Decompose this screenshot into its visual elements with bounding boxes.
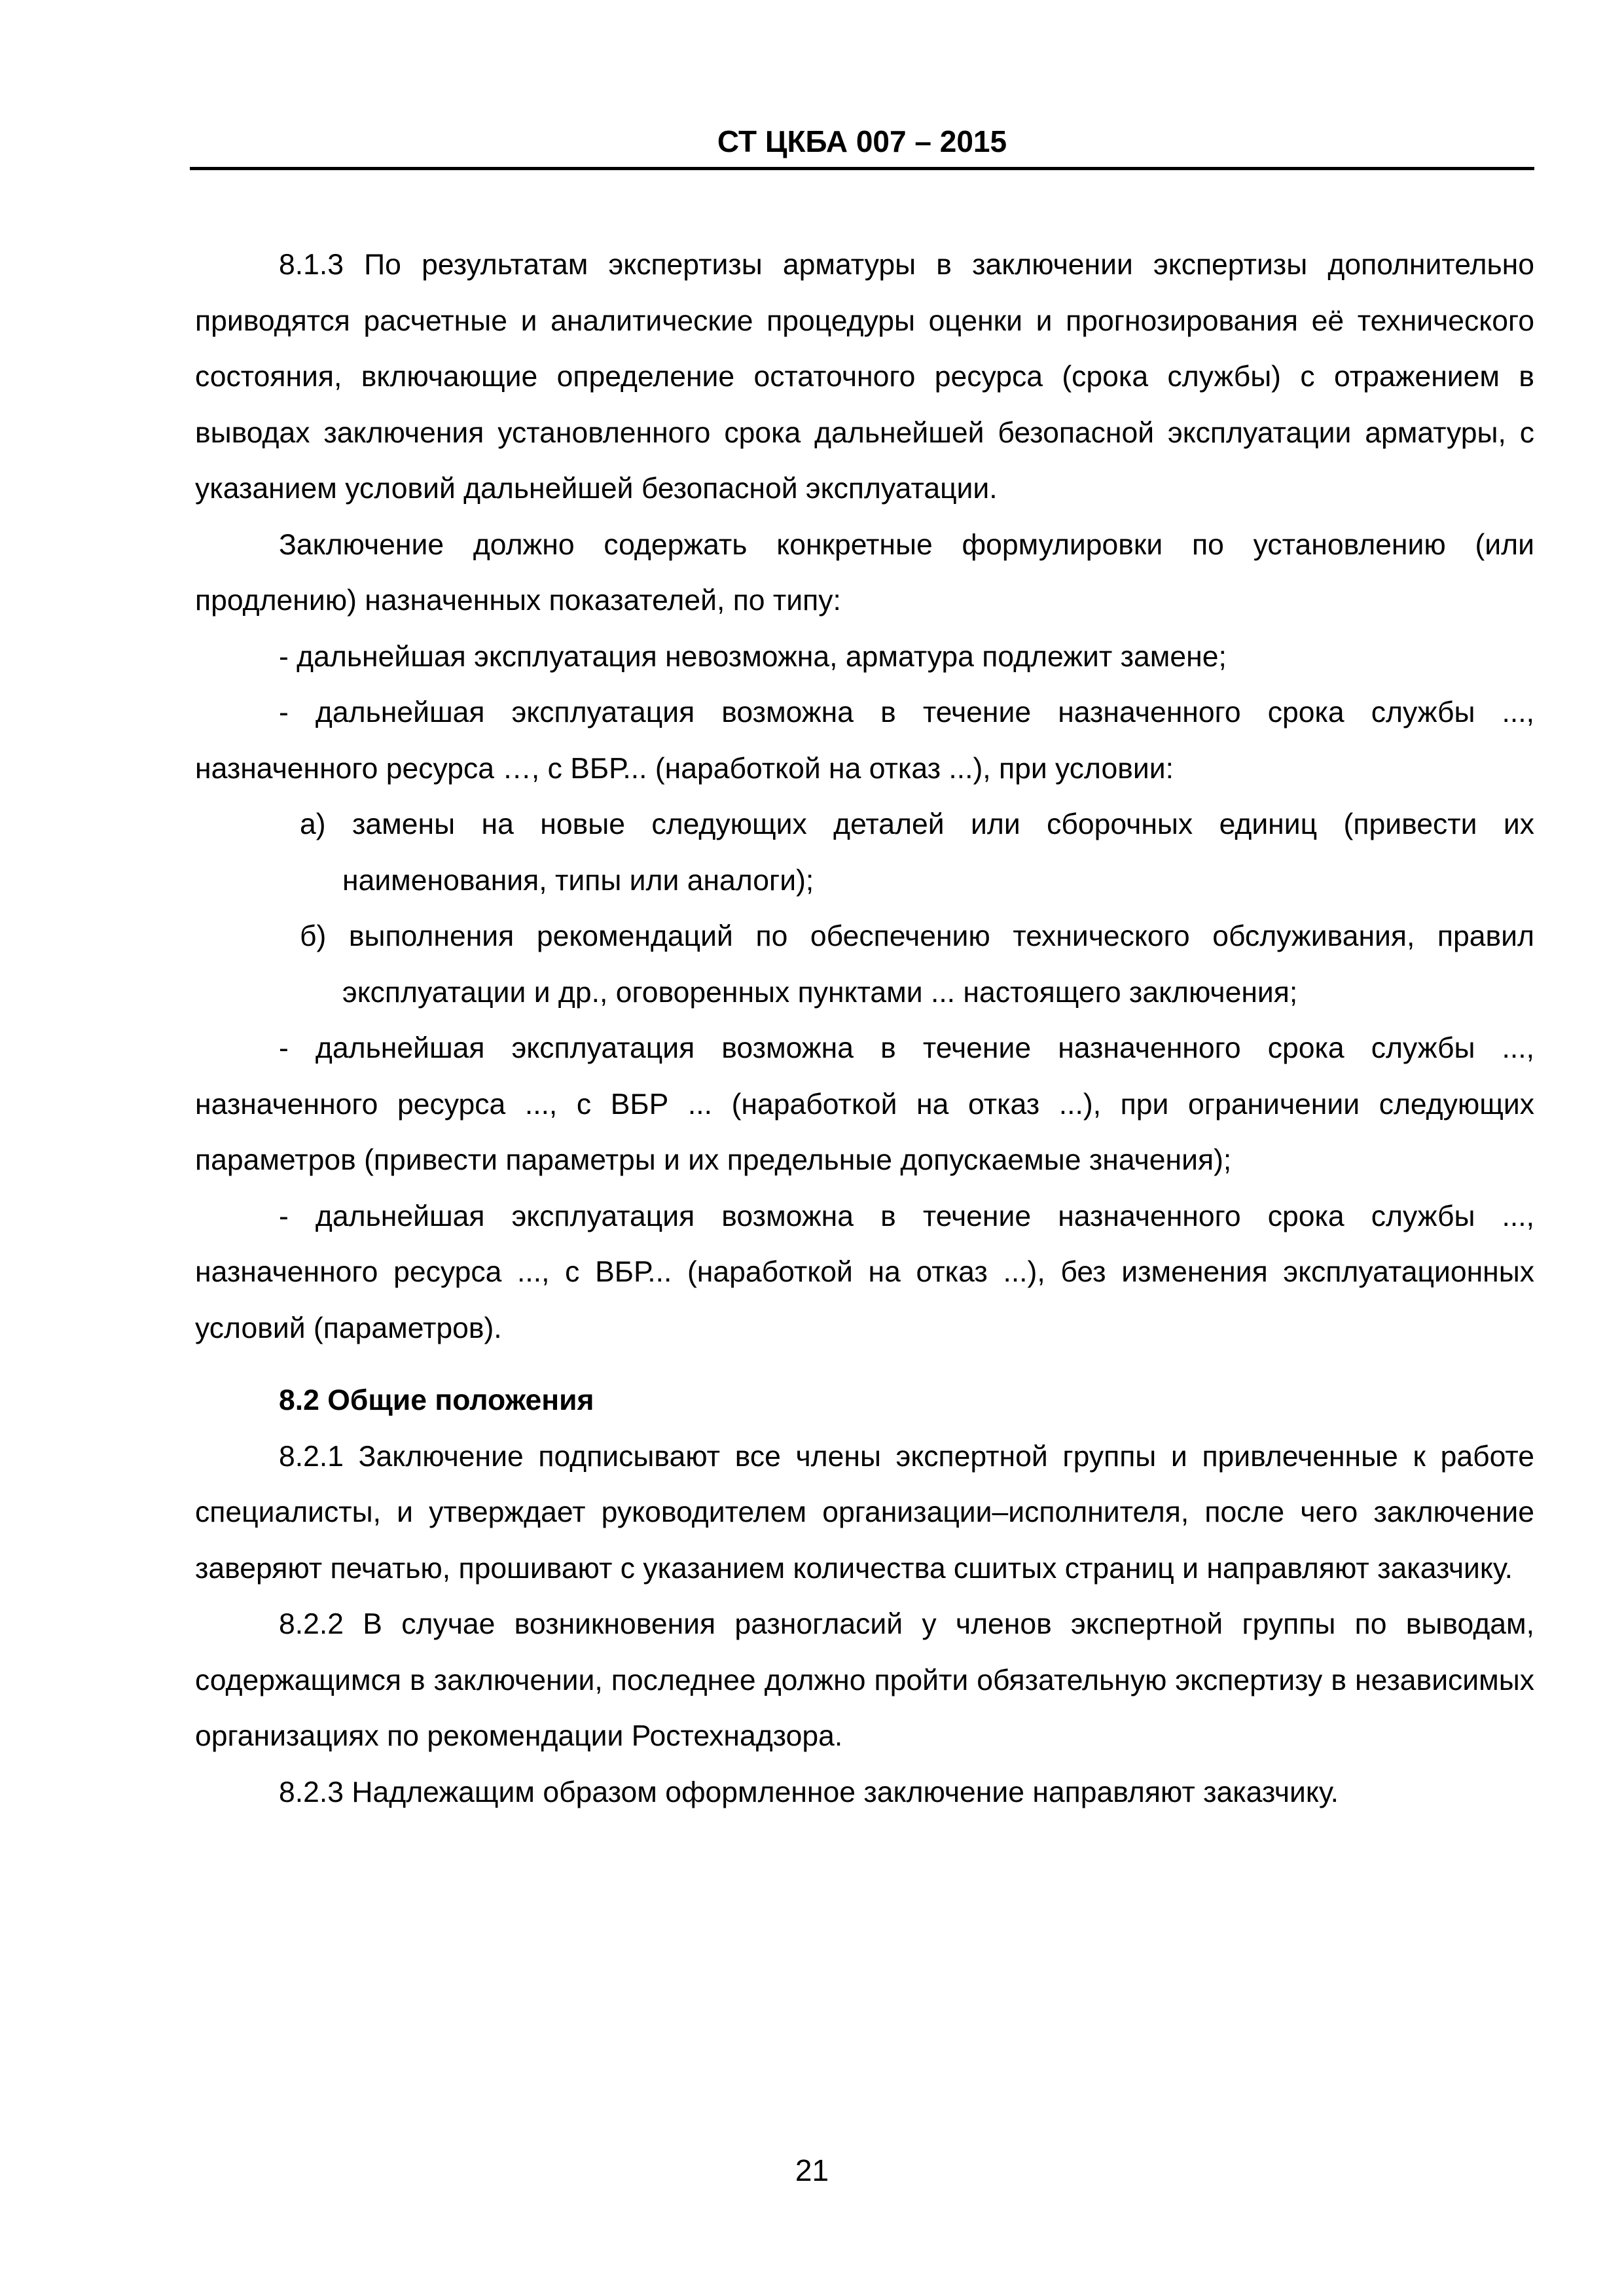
paragraph-8-2-2: 8.2.2 В случае возникновения разногласий у членов экспертной группы по выводам, содержащимся в заключении, последнее должно пройти обязательную экспертизу в независимых организациях по рекомендации Ростехнадзора.	[195, 1608, 1534, 1752]
list-item-b: б) выполнения рекомендаций по обеспечению технического обслуживания, правил эксплуатации и др., оговоренных пунктами ... настоящего заключения;	[300, 920, 1534, 1009]
dash-item-operation-possible-limited: - дальнейшая эксплуатация возможна в течение назначенного срока службы ..., назначенного ресурса ..., с ВБР ... (наработкой на отказ ...), при ограничении следующих параметров (привести параметры и их предельные допускаемые значения);	[195, 1032, 1534, 1176]
section-heading-8-2: 8.2 Общие положения	[279, 1384, 594, 1416]
page-number: 21	[795, 2153, 829, 2187]
dash-item-operation-impossible: - дальнейшая эксплуатация невозможна, арматура подлежит замене;	[279, 640, 1227, 673]
paragraph-8-1-3: 8.1.3 По результатам экспертизы арматуры в заключении экспертизы дополнительно приводятся расчетные и аналитические процедуры оценки и прогнозирования её технического состояния, включающие определение остаточного ресурса (срока службы) с отражением в выводах заключения установленного срока дальнейшей безопасной эксплуатации арматуры, с указанием условий дальнейшей безопасной эксплуатации.	[195, 249, 1534, 505]
paragraph-8-2-3: 8.2.3 Надлежащим образом оформленное заключение направляют заказчику.	[279, 1776, 1339, 1808]
page-header	[190, 124, 1534, 170]
paragraph-conclusion-requirements: Заключение должно содержать конкретные формулировки по установлению (или продлению) назначенных показателей, по типу:	[195, 528, 1534, 617]
dash-item-operation-possible-unchanged: - дальнейшая эксплуатация возможна в течение назначенного срока службы ..., назначенного ресурса ..., с ВБР... (наработкой на отказ ...), без изменения эксплуатационных условий (параметров).	[195, 1200, 1534, 1344]
list-item-a: а) замены на новые следующих деталей или сборочных единиц (привести их наименования, типы или аналоги);	[300, 808, 1534, 897]
document-code: СТ ЦКБА 007 – 2015	[717, 124, 1007, 158]
document-body	[195, 237, 1534, 1820]
paragraph-8-2-1: 8.2.1 Заключение подписывают все члены экспертной группы и привлеченные к работе специалисты, и утверждает руководителем организации–исполнителя, после чего заключение заверяют печатью, прошивают с указанием количества сшитых страниц и направляют заказчику.	[195, 1440, 1534, 1585]
dash-item-operation-possible-conditional: - дальнейшая эксплуатация возможна в течение назначенного срока службы ..., назначенного ресурса …, с ВБР... (наработкой на отказ ...), при условии:	[195, 696, 1534, 785]
